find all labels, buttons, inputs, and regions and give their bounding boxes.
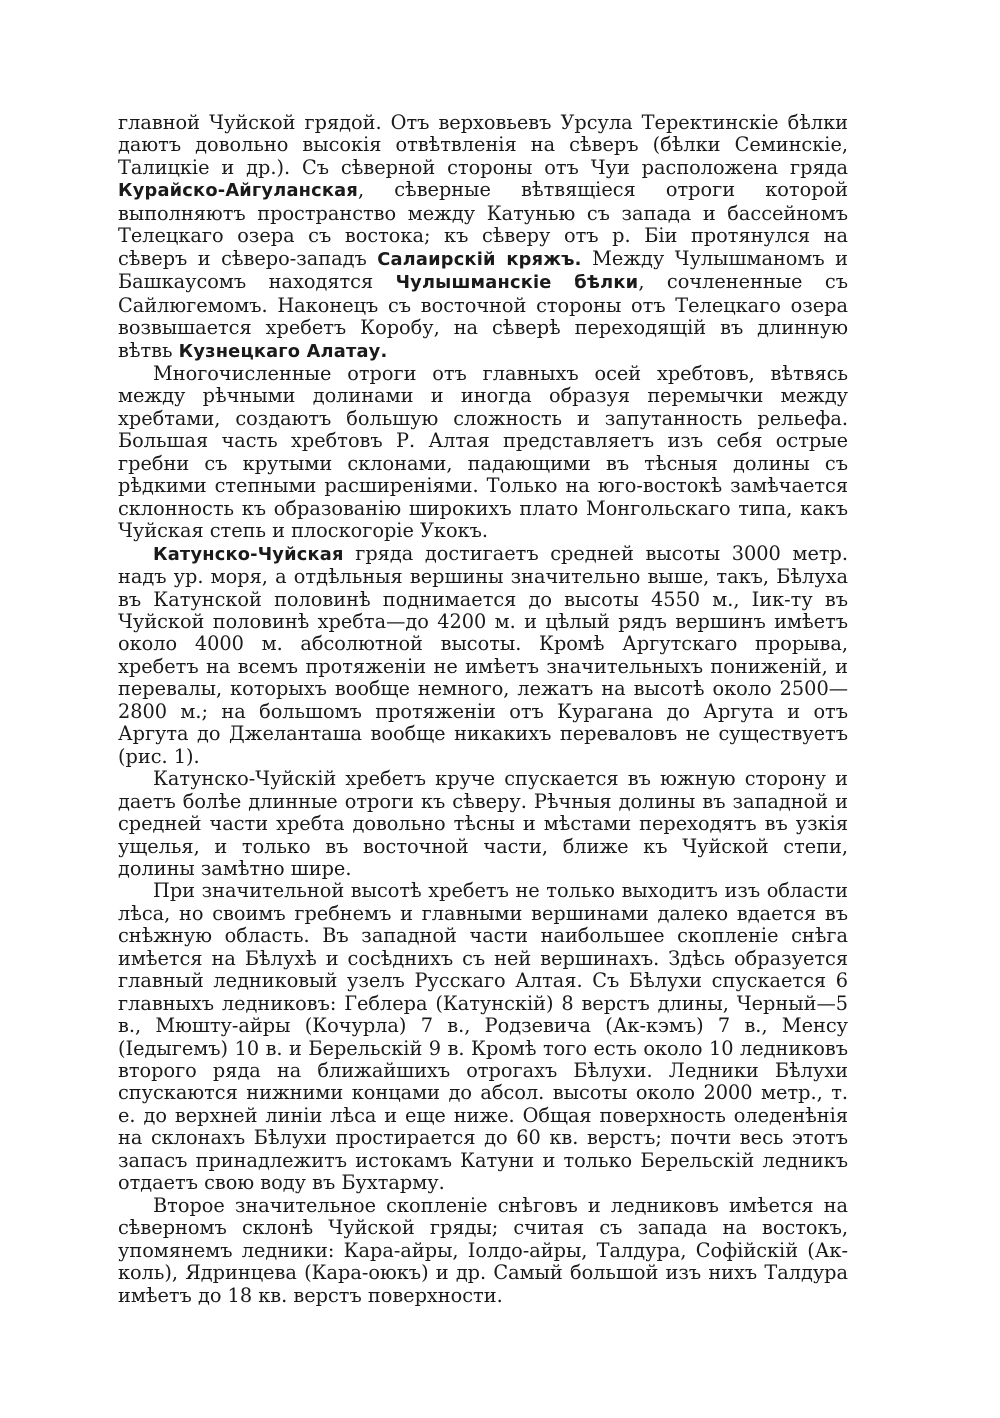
range-name-kuraisko-aigulanskaya: Курайско-Айгуланская bbox=[118, 180, 358, 202]
text-run: Многочисленные отроги отъ главныхъ осей хребтовъ, вѣтвясь между рѣчными долинами и иногда образуя перемычки между хребтами, создаютъ большую сложность и запутанность рельефа. Большая часть хребтовъ Р. Алтая представляетъ изъ себя острые гребни съ крутыми склонами, падающими въ тѣсныя долины съ рѣдкими степными расширеніями. Только на юго-востокѣ замѣчается склонность къ образованію широкихъ плато Монгольскаго типа, какъ Чуйская степь и плоскогоріе Укокъ. bbox=[118, 361, 848, 543]
text-run: гряда достигаетъ средней высоты 3000 метр. надъ ур. моря, а отдѣльныя вершины значительно выше, такъ, Бѣлуха въ Катунской половинѣ поднимается до высоты 4550 м., Іик-ту въ Чуйской половинѣ хребта—до 4200 м. и цѣлый рядъ вершинъ имѣетъ около 4000 м. абсолютной высоты. Кромѣ Аргутскаго прорыва, хребетъ на всемъ протяженіи не имѣетъ значительныхъ пониженій, и перевалы, которыхъ вообще немного, лежатъ на высотѣ около 2500—2800 м.; на большомъ протяженіи отъ Курагана до Аргута и отъ Аргута до Джеланташа вообще никакихъ переваловъ не существуетъ (рис. 1). bbox=[118, 541, 848, 768]
range-name-kuznetsky-alatau: Кузнецкаго Алатау. bbox=[178, 340, 388, 362]
paragraph-1 bbox=[118, 112, 848, 363]
text-run: Второе значительное скопленіе снѣговъ и ледниковъ имѣется на сѣверномъ склонѣ Чуйской гряды; считая съ запада на востокъ, упомянемъ ледники: Кара-айры, Іолдо-айры, Талдура, Софійскій (Ак-коль), Ядринцева (Кара-оюкъ) и др. Самый большой изъ нихъ Талдура имѣетъ до 18 кв. верстъ поверхности. bbox=[118, 1193, 848, 1307]
paragraph-5 bbox=[118, 880, 848, 1194]
text-run: , сѣверные вѣтвящіеся отроги которой выполняютъ пространство между Катунью съ запада и бассейномъ Телецкаго озера съ востока; къ сѣверу отъ р. Біи протянулся на сѣверъ и сѣверо-западъ bbox=[118, 178, 848, 270]
page-text bbox=[118, 112, 848, 1307]
paragraph-3 bbox=[118, 543, 848, 769]
paragraph-2 bbox=[118, 363, 848, 543]
text-run: главной Чуйской грядой. Отъ верховьевъ Урсула Теректинскіе бѣлки даютъ довольно высокія отвѣтвленія на сѣверъ (бѣлки Семинскіе, Талицкіе и др.). Съ сѣверной стороны отъ Чуи расположена гряда bbox=[118, 111, 848, 179]
paragraph-6 bbox=[118, 1195, 848, 1307]
text-run: Катунско-Чуйскій хребетъ круче спускается въ южную сторону и даетъ болѣе длинные отроги къ сѣверу. Рѣчныя долины въ западной и средней части хребта довольно тѣсны и мѣстами переходятъ въ узкія ущелья, и только въ восточной части, ближе къ Чуйской степи, долины замѣтно шире. bbox=[118, 767, 848, 880]
text-run: При значительной высотѣ хребетъ не только выходитъ изъ области лѣса, но своимъ гребнемъ и главными вершинами далеко вдается въ снѣжную область. Въ западной части наибольшее скопленіе снѣга имѣется на Бѣлухѣ и сосѣднихъ съ ней вершинахъ. Здѣсь образуется главный ледниковый узелъ Русскаго Алтая. Съ Бѣлухи спускается 6 главныхъ ледниковъ: Геблера (Катунскій) 8 верстъ длины, Черный—5 в., Мюшту-айры (Кочурла) 7 в., Родзевича (Ак-кэмъ) 7 в., Менсу (Іедыгемъ) 10 в. и Берельскій 9 в. Кромѣ того есть около 10 ледниковъ второго ряда на ближайшихъ отрогахъ Бѣлухи. Ледники Бѣлухи спускаются нижними концами до абсол. высоты около 2000 метр., т. е. до верхней линіи лѣса и еще ниже. Общая поверхность оледенѣнія на склонахъ Бѣлухи простирается до 60 кв. верстъ; почти весь этотъ запасъ принадлежитъ истокамъ Катуни и только Берельскій ледникъ отдаетъ свою воду въ Бухтарму. bbox=[118, 879, 848, 1195]
range-name-katunsko-chuiskaya: Катунско-Чуйская bbox=[153, 543, 344, 565]
range-name-chulyshmanskie: Чулышманскіе бѣлки bbox=[395, 272, 639, 294]
paragraph-4 bbox=[118, 768, 848, 880]
text-run: , сочлененные съ Сайлюгемомъ. Наконецъ съ восточной стороны отъ Телецкаго озера возвышается хребетъ Коробу, на сѣверѣ переходящій въ длинную вѣтвь bbox=[118, 270, 848, 362]
range-name-salairsky: Салаирскій кряжъ. bbox=[377, 248, 582, 270]
text-run: Между Чулышманомъ и Башкаусомъ находятся bbox=[118, 246, 848, 294]
